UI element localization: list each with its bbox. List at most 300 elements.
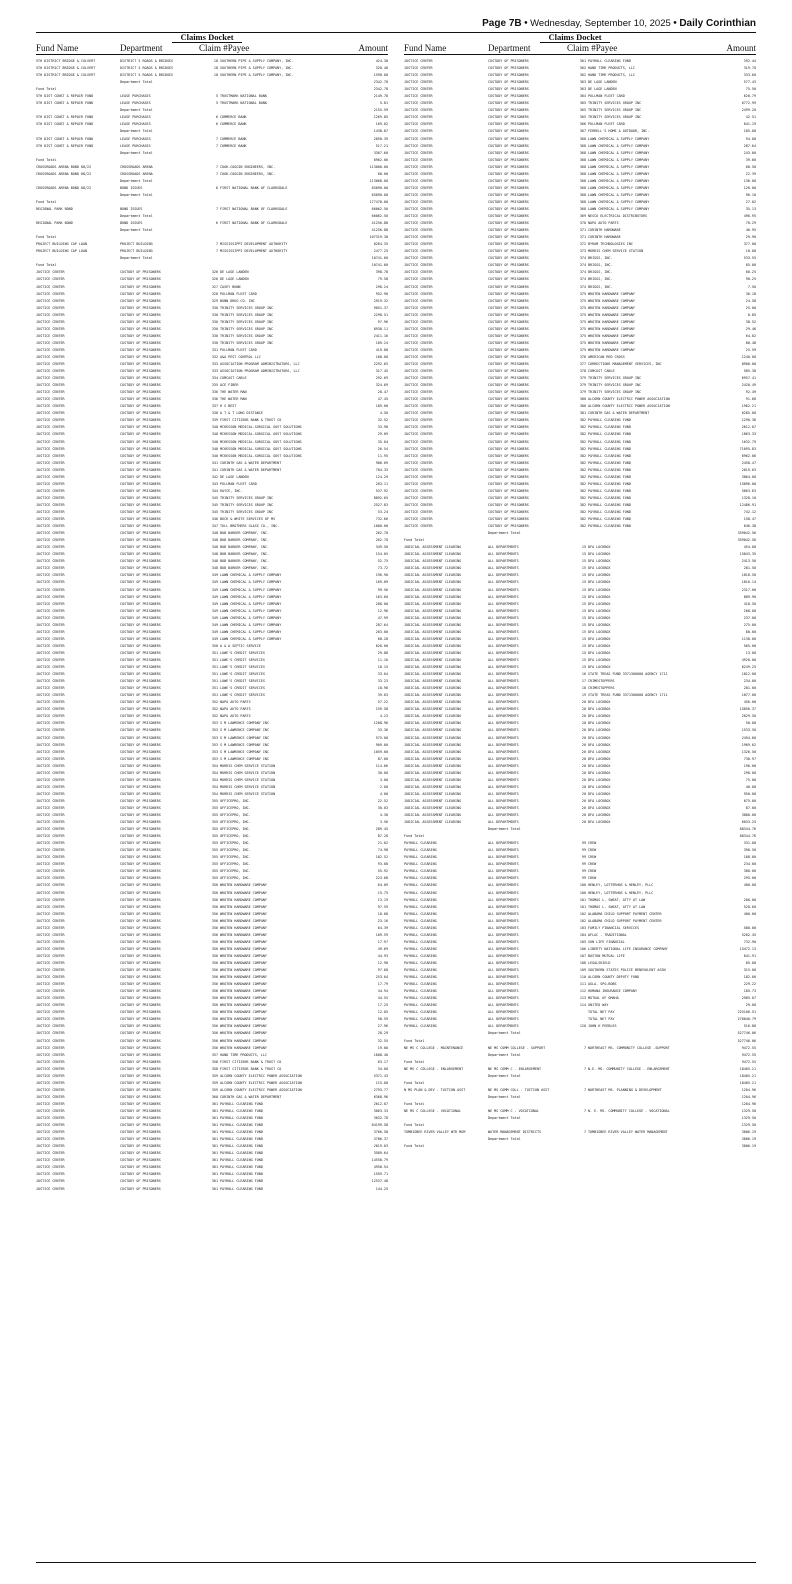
department: CUSTODY OF PRISONERS [488,362,529,367]
fund-name: JUSTICE CENTER [36,728,65,733]
claim-number: 7 [215,206,218,211]
amount: 39.03 [377,693,388,698]
department: CUSTODY OF PRISONERS [120,1059,161,1064]
claim-number: 341 [211,467,218,472]
table-row [36,960,388,967]
fund-name: JUSTICE CENTER [404,178,433,183]
payee: COMMERCE BANK [220,122,247,127]
fund-name: JUSTICE CENTER [36,897,65,902]
page-number: Page 7B [482,18,522,29]
claim-number: 356 [211,989,218,994]
claim-number: 361 [211,1172,218,1177]
table-row [36,460,388,467]
table-row [404,819,756,826]
payee: WROTEN HARDWARE COMPANY [220,1038,267,1043]
payee: DFA LOCKBOX [588,636,611,641]
amount: 580.00 [743,925,756,930]
department: CUSTODY OF PRISONERS [120,559,161,564]
payee: LAWN CHEMICAL & SUPPLY COMPANY [220,573,282,578]
department: Department Total [488,1116,521,1121]
table-row [404,284,756,291]
amount: 114.66 [375,763,388,768]
payee: DFA LOCKBOX [588,742,611,747]
table-row [36,1066,388,1073]
amount: 65.00 [745,263,756,268]
claim-number: 336 [211,397,218,402]
payee: ASSOCIATION PROGRAM ADMINISTRATORS, LLC [220,369,300,374]
amount: 29.46 [745,326,756,331]
amount: 1329.50 [741,1108,756,1113]
department: ALL DEPARTMENTS [488,911,519,916]
fund-name: JUSTICE CENTER [404,171,433,176]
fund-name: JUSTICE CENTER [36,319,65,324]
amount: 85.00 [745,961,756,965]
fund-name: JUSTICE CENTER [404,206,433,211]
table-row [36,171,388,178]
payee: CREW [588,869,597,874]
amount: 47.99 [377,615,388,620]
table-row [404,375,756,382]
claim-number: 375 [579,291,586,296]
fund-name: JUSTICE CENTER [36,397,65,402]
department: CUSTODY OF PRISONERS [120,446,161,451]
claim-number: 368 [579,192,586,197]
table-row [404,537,756,544]
claim-number: 7 [215,171,218,176]
payee: DFA LOCKBOX [588,756,611,761]
amount: 96.10 [745,192,756,197]
table-row [404,1122,756,1129]
fund-name: JUSTICE CENTER [36,665,65,670]
left-column [36,33,388,1193]
amount: 392.44 [743,59,756,63]
department: CUSTODY OF PRISONERS [120,1123,161,1128]
table-row [36,509,388,516]
payee: DFA LOCKBOX [588,665,611,670]
payee: ALCORN COUNTY ELECTRIC POWER ASSOCIATION [588,397,670,402]
department: CUSTODY OF PRISONERS [120,347,161,352]
department: ALL DEPARTMENTS [488,622,519,627]
table-row [36,685,388,692]
department: CUSTODY OF PRISONERS [120,566,161,571]
table-row [36,974,388,981]
fund-name: PAYROLL CLEARING [404,876,437,881]
table-row [36,939,388,946]
amount: 40.00 [745,784,756,789]
payee: CRIMESTOPPERS [588,686,615,691]
table-row [404,72,756,79]
claim-number: 340 [211,425,218,430]
payee: WROTEN HARDWARE COMPANY [220,904,267,909]
department: ALL DEPARTMENTS [488,608,519,613]
payee: CORRECTIONS MANAGEMENT SERVICES, INC [588,362,662,367]
claim-number: 348 [211,531,218,536]
fund-name: JUSTICE CENTER [404,270,433,275]
fund-name: JUDICIAL ASSESSMENT CLEARING [404,650,462,655]
table-row [36,396,388,403]
table-row [404,262,756,269]
payee: PAYROLL CLEARING FUND [220,1108,263,1113]
department: CUSTODY OF PRISONERS [120,841,161,846]
payee: DFA LOCKBOX [588,763,611,768]
amount: 47.45 [377,397,388,402]
table-row [404,1080,756,1087]
payee: FIRST NATIONAL BANK OF CLARKSDALE [220,221,288,226]
department: ALL DEPARTMENTS [488,636,519,641]
department: CUSTODY OF PRISONERS [488,136,529,141]
table-row [404,86,756,93]
amount: 38.52 [745,319,756,324]
department: ALL DEPARTMENTS [488,700,519,705]
section-title: Claims Docket [540,33,610,43]
fund-name: JUSTICE CENTER [36,404,65,409]
table-row [36,213,388,220]
department: CUSTODY OF PRISONERS [488,425,529,430]
table-row [404,1066,756,1073]
claim-number: 326 [211,277,218,282]
claim-number: 20 [581,763,586,768]
payee: BRIGGS, INC. [588,256,613,261]
claim-number: 15 [581,566,586,571]
claim-number: 355 [211,798,218,803]
amount: 115.00 [375,1080,388,1085]
fund-name: N MS PLAN & DEV - TUITION ASST [404,1087,466,1092]
department: CUSTODY OF PRISONERS [120,848,161,853]
amount: 15843.35 [739,552,756,557]
claim-number: 362 [579,73,586,78]
claim-number: 345 [211,502,218,507]
department: Department Total [488,531,521,536]
fund-name: JUSTICE CENTER [404,101,433,106]
fund-name: JUSTICE CENTER [36,643,65,648]
claim-number: 361 [211,1165,218,1170]
amount: 1812.00 [741,672,756,677]
table-row [404,742,756,749]
payee: MORRIS CHEM SERVICE STATION [220,763,276,768]
claim-number: 6 [215,221,218,226]
fund-name: PAYROLL CLEARING [404,1010,437,1015]
amount: 516.80 [743,1024,756,1029]
amount: 6360.96 [373,1094,388,1099]
table-row [36,727,388,734]
fund-name: JUDICIAL ASSESSMENT CLEARING [404,559,462,564]
payee: TRINITY SERVICES GROUP INC [588,115,642,120]
department: CUSTODY OF PRISONERS [488,467,529,472]
table-row [404,579,756,586]
table-row [404,847,756,854]
table-row [36,1059,388,1066]
claim-number: 15 [581,665,586,670]
table-row [404,164,756,171]
payee: DFA LOCKBOX [588,820,611,825]
header-claim-payee: Claim #Payee [199,43,250,53]
claim-number: 352 [211,700,218,705]
claim-number: 355 [211,805,218,810]
amount: 97.96 [377,319,388,324]
department: CUSTODY OF PRISONERS [488,143,529,148]
claim-number: 355 [211,820,218,825]
amount: 33.04 [377,672,388,677]
payee: NAPA AUTO PARTS [220,700,251,705]
fund-name: CROSSROADS ARENA BOND 08/22 [36,185,92,190]
table-row [404,1073,756,1080]
amount: 107319.38 [369,235,388,240]
department: CUSTODY OF PRISONERS [120,369,161,374]
table-row [404,100,756,107]
fund-name: Fund Total [404,1038,425,1043]
amount: 2612.07 [373,1101,388,1106]
payee: DFA LOCKBOX [588,777,611,782]
amount: 33.98 [377,425,388,430]
payee: DFA LOCKBOX [588,813,611,818]
department: CUSTODY OF PRISONERS [120,798,161,803]
fund-name: 5TH DISTRICT BRIDGE & CULVERT [36,73,96,78]
claim-number: 331 [211,347,218,352]
table-row [404,305,756,312]
table-row [36,650,388,657]
fund-name: JUSTICE CENTER [36,298,65,303]
payee: DFA LOCKBOX [588,650,611,655]
claim-number: 105 [579,939,586,944]
payee: UNITED WAY [588,1003,609,1008]
amount: 2292.65 [373,362,388,367]
table-row [404,615,756,622]
claim-number: 382 [579,474,586,479]
payee: TRINITY SERVICES GROUP INC [220,495,274,500]
fund-name: PAYROLL CLEARING [404,1003,437,1008]
fund-name: JUSTICE CENTER [404,94,433,99]
amount: 14558.79 [371,1158,388,1163]
department: ALL DEPARTMENTS [488,918,519,923]
fund-name: JUSTICE CENTER [404,298,433,303]
table-row [404,904,756,911]
department: CUSTODY OF PRISONERS [120,305,161,310]
amount: 1240.00 [741,354,756,359]
payee: MORRIS CHEM SERVICE STATION [220,770,276,775]
payee: BOB BARKER COMPANY, INC. [220,559,269,564]
amount: 10741.60 [371,263,388,268]
amount: 276040.79 [737,1017,756,1022]
payee: OFFICEPRO, INC. [220,841,251,846]
payee: TRINITY SERVICES GROUP INC [220,319,274,324]
payee: NAPA AUTO PARTS [220,707,251,712]
payee: PAYROLL CLEARING FUND [588,481,631,486]
claim-number: 349 [211,594,218,599]
payee: OFFICEPRO, INC. [220,834,251,839]
table-row [36,1002,388,1009]
amount: 275.00 [743,622,756,627]
claim-number: 19 [581,693,586,698]
claim-number: 5 [215,94,218,99]
fund-name: JUSTICE CENTER [36,848,65,853]
fund-name: JUSTICE CENTER [404,312,433,317]
fund-name: Fund Total [36,87,57,92]
amount: 2458.47 [741,460,756,465]
department: CUSTODY OF PRISONERS [488,256,529,261]
fund-name: JUSTICE CENTER [36,362,65,367]
department: CUSTODY OF PRISONERS [120,615,161,620]
fund-name: PAYROLL CLEARING [404,953,437,958]
fund-name: PAYROLL CLEARING [404,918,437,923]
fund-name: JUSTICE CENTER [36,354,65,359]
amount: 41256.88 [371,228,388,233]
claim-number: 353 [211,735,218,740]
fund-name: PAYROLL CLEARING [404,841,437,846]
payee: THE WATER MAN [220,397,247,402]
fund-name: JUSTICE CENTER [36,1179,65,1184]
claim-number: 354 [211,784,218,789]
claim-number: 109 [579,968,586,973]
department: ALL DEPARTMENTS [488,728,519,733]
table-row [404,727,756,734]
fund-name: JUDICIAL ASSESSMENT CLEARING [404,615,462,620]
table-row [404,791,756,798]
department: CUSTODY OF PRISONERS [488,481,529,486]
amount: 22.39 [745,171,756,176]
table-row [404,565,756,572]
department: CUSTODY OF PRISONERS [120,488,161,493]
fund-name: JUDICIAL ASSESSMENT CLEARING [404,657,462,662]
amount: 1438.87 [373,129,388,134]
amount: 359042.56 [737,538,756,543]
claim-number: 356 [211,953,218,958]
claim-number: 352 [211,714,218,719]
payee: WROTEN HARDWARE COMPANY [220,883,267,888]
fund-name: JUSTICE CENTER [36,657,65,662]
payee: FIRST NATIONAL BANK OF CLARKSDALE [220,185,288,190]
fund-name: PAYROLL CLEARING [404,883,437,888]
fund-name: JUSTICE CENTER [36,749,65,754]
fund-name: JUSTICE CENTER [36,876,65,881]
fund-name: JUSTICE CENTER [36,460,65,465]
amount: 80.48 [745,340,756,345]
claim-number: 361 [211,1116,218,1121]
table-row [404,107,756,114]
table-row [404,868,756,875]
department: Department Total [120,228,153,233]
table-row [404,678,756,685]
table-row [404,784,756,791]
department: ALL DEPARTMENTS [488,961,519,965]
department: CUSTODY OF PRISONERS [488,66,529,71]
payee: LAWN CHEMICAL & SUPPLY COMPANY [588,206,650,211]
claim-number: 349 [211,587,218,592]
fund-name: JUDICIAL ASSESSMENT CLEARING [404,545,462,550]
fund-name: JUSTICE CENTER [36,383,65,388]
payee: BUNN DRUG CO. INC [220,298,255,303]
payee: TOTAL NET PAY [588,1017,615,1022]
table-row [36,340,388,347]
payee: COOK-COGGIN ENGINEERS, INC. [220,164,276,169]
department: CUSTODY OF PRISONERS [120,510,161,514]
claim-number: 336 [211,390,218,395]
claim-number: 99 [581,869,586,874]
payee: LOWE'S CREDIT SERVICES [220,686,265,691]
claim-number: 355 [211,869,218,874]
table-row [36,312,388,319]
table-row [36,749,388,756]
table-row [404,1052,756,1059]
department: CUSTODY OF PRISONERS [120,735,161,740]
payee: MCKESSON MEDICAL-SURGICAL GOVT SOLUTIONS [220,446,302,451]
table-row [404,840,756,847]
claim-number: 357 [211,1052,218,1057]
department: Department Total [120,192,153,197]
department: CUSTODY OF PRISONERS [120,1066,161,1071]
table-row [404,460,756,467]
payee: WROTEN HARDWARE COMPANY [588,333,635,338]
claim-number: 370 [579,221,586,226]
claim-number: 371 [579,235,586,240]
amount: 18405.21 [739,1080,756,1085]
fund-name: JUSTICE CENTER [404,150,433,155]
claim-number: 332 [211,354,218,359]
table-row [36,403,388,410]
claim-number: 348 [211,538,218,543]
payee: THOMAS L. SWEAT, ATTY AT LAW [588,904,646,909]
claim-number: 7 [215,136,218,141]
table-row [36,1186,388,1193]
amount: 63.17 [377,1059,388,1064]
claim-number: 345 [211,510,218,514]
fund-name: JUSTICE CENTER [36,714,65,719]
fund-name: JUSTICE CENTER [36,686,65,691]
amount: 11.95 [377,453,388,458]
fund-name: JUSTICE CENTER [36,615,65,620]
payee: WROTEN HARDWARE COMPANY [588,312,635,317]
payee: A & A SEPTIC SERVICE [220,643,261,648]
department: CUSTODY OF PRISONERS [120,425,161,430]
fund-name: JUSTICE CENTER [404,199,433,204]
claim-number: 7 [583,1045,586,1050]
table-row [36,305,388,312]
claim-number: 351 [211,672,218,677]
fund-name: JUSTICE CENTER [404,474,433,479]
claim-number: 330 [211,340,218,345]
payee: BOB BARKER COMPANY, INC. [220,566,269,571]
amount: 2499.20 [741,108,756,113]
department: CUSTODY OF PRISONERS [120,869,161,874]
amount: 223.68 [375,876,388,881]
amount: 70.29 [745,221,756,226]
payee: LOWE'S CREDIT SERVICES [220,672,265,677]
claim-number: 20 [581,721,586,726]
table-row [36,93,388,100]
claim-number: 20 [581,798,586,803]
amount: 324.69 [375,383,388,388]
table-row [36,671,388,678]
department: BOND ISSUES [120,206,143,211]
table-row [36,255,388,262]
department: CUSTODY OF PRISONERS [120,474,161,479]
fund-name: JUSTICE CENTER [36,559,65,564]
fund-name: PAYROLL CLEARING [404,996,437,1001]
payee: DFA LOCKBOX [588,594,611,599]
payee: WROTEN HARDWARE COMPANY [220,968,267,973]
fund-name: JUSTICE CENTER [36,333,65,338]
amount: 1130.00 [741,636,756,641]
fund-name: JUSTICE CENTER [404,488,433,493]
claim-number: 351 [211,665,218,670]
claim-number: 99 [581,876,586,881]
amount: 1329.50 [741,1116,756,1121]
payee: MCKESSON MEDICAL-SURGICAL GOVT SOLUTIONS [220,432,302,437]
table-row [404,706,756,713]
header-amount: Amount [726,43,756,53]
fund-name: JUSTICE CENTER [404,432,433,437]
payee: DFA LOCKBOX [588,608,611,613]
fund-name: CROSSROADS ARENA BOND 08/22 [36,171,92,176]
